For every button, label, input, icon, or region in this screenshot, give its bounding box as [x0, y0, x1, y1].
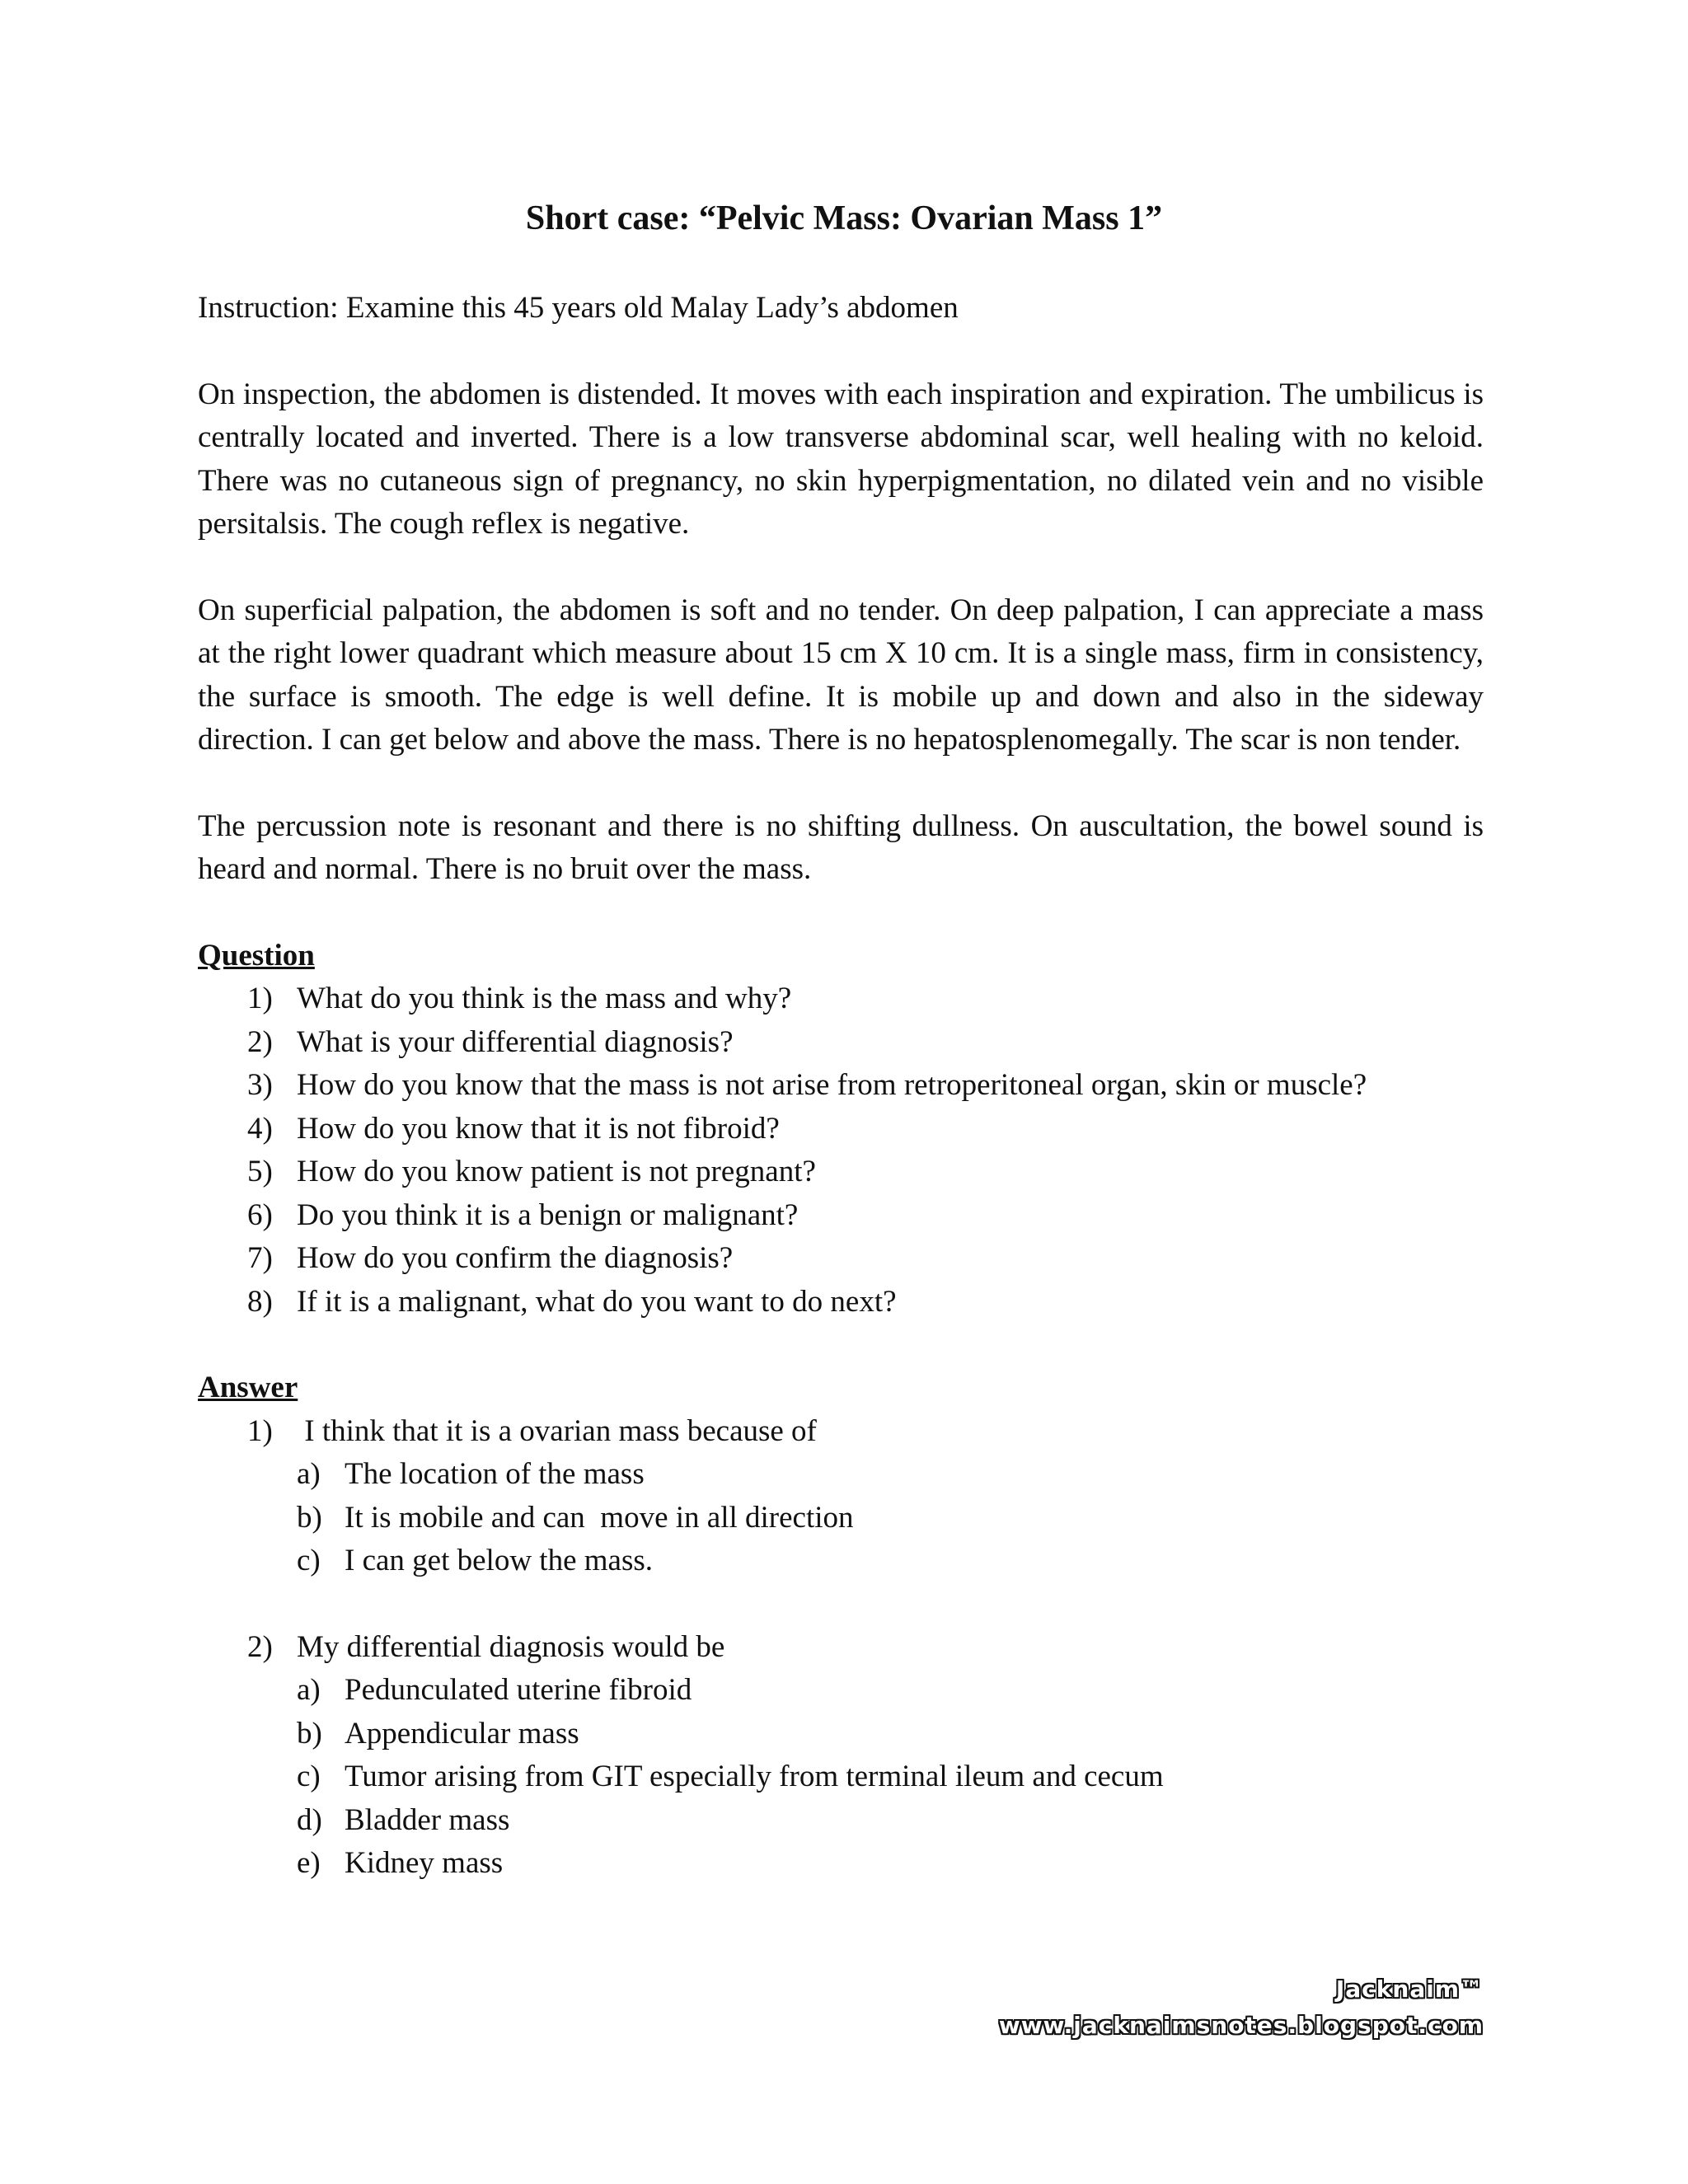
answer-subitem: c) I can get below the mass. — [297, 1544, 653, 1577]
question-item: 5) How do you know patient is not pregnant? — [247, 1155, 816, 1188]
page-title: Short case: “Pelvic Mass: Ovarian Mass 1” — [525, 199, 1163, 237]
answer-subitem: b) It is mobile and can move in all direction — [297, 1500, 854, 1535]
question-item: 6) Do you think it is a benign or malignant? — [247, 1197, 799, 1232]
question-item: 3) How do you know that the mass is not arise from retroperitoneal organ, skin or muscle? — [247, 1068, 1367, 1102]
inspection-paragraph: On inspection, the abdomen is distended. It moves with each inspiration and expiration. The umbilicus is centrally located and inverted. There is a low transverse abdominal scar, well healing with no keloid. There was no cutaneous sign of pregnancy, no skin hyperpigmentation, no dilated vein and no visible persitalsis. The cough reflex is negative. — [198, 377, 1484, 541]
answer-subitem: d) Bladder mass — [297, 1802, 510, 1837]
answer-subitem: a) The location of the mass — [297, 1457, 645, 1491]
answer-item: 1) I think that it is a ovarian mass because of — [247, 1413, 817, 1448]
answer-subitem: e) Kidney mass — [297, 1846, 504, 1880]
question-item: 4) How do you know that it is not fibroid? — [247, 1111, 780, 1146]
answer-heading: Answer — [198, 1371, 298, 1404]
question-item: 7) How do you confirm the diagnosis? — [247, 1241, 734, 1275]
footer-url: www.jacknaimsnotes.blogspot.com — [998, 2012, 1484, 2039]
percussion-paragraph: The percussion note is resonant and there is no shifting dullness. On auscultation, the bowel sound is heard and normal. There is no bruit over the mass. — [198, 808, 1484, 886]
document-body — [198, 287, 1484, 1886]
answer-list — [198, 1410, 1484, 1583]
footer-brand: Jacknaim™ — [1335, 1975, 1484, 2003]
answer-item: 2) My differential diagnosis would be — [247, 1629, 725, 1664]
instruction-text: Instruction: Examine this 45 years old Malay Lady’s abdomen — [198, 291, 959, 325]
question-heading: Question — [198, 938, 315, 972]
question-item: 2) What is your differential diagnosis? — [247, 1024, 734, 1059]
question-item: 1) What do you think is the mass and why? — [247, 982, 792, 1015]
footer-watermark — [999, 1971, 1484, 2044]
answer-subitem: b) Appendicular mass — [297, 1716, 579, 1750]
answer-list-2 — [198, 1626, 1484, 1886]
question-list — [198, 977, 1484, 1324]
answer-subitem: c) Tumor arising from GIT especially from terminal ileum and cecum — [297, 1760, 1164, 1793]
answer-subitem: a) Pedunculated uterine fibroid — [297, 1673, 692, 1707]
question-item: 8) If it is a malignant, what do you want to do next? — [247, 1284, 897, 1319]
palpation-paragraph: On superficial palpation, the abdomen is soft and no tender. On deep palpation, I can appreciate a mass at the right lower quadrant which measure about 15 cm X 10 cm. It is a single mass, firm in consistency, the surface is smooth. The edge is well define. It is mobile up and down and also in the sideway direction. I can get below and above the mass. There is no hepatosplenomegally. The scar is non tender. — [198, 593, 1484, 757]
